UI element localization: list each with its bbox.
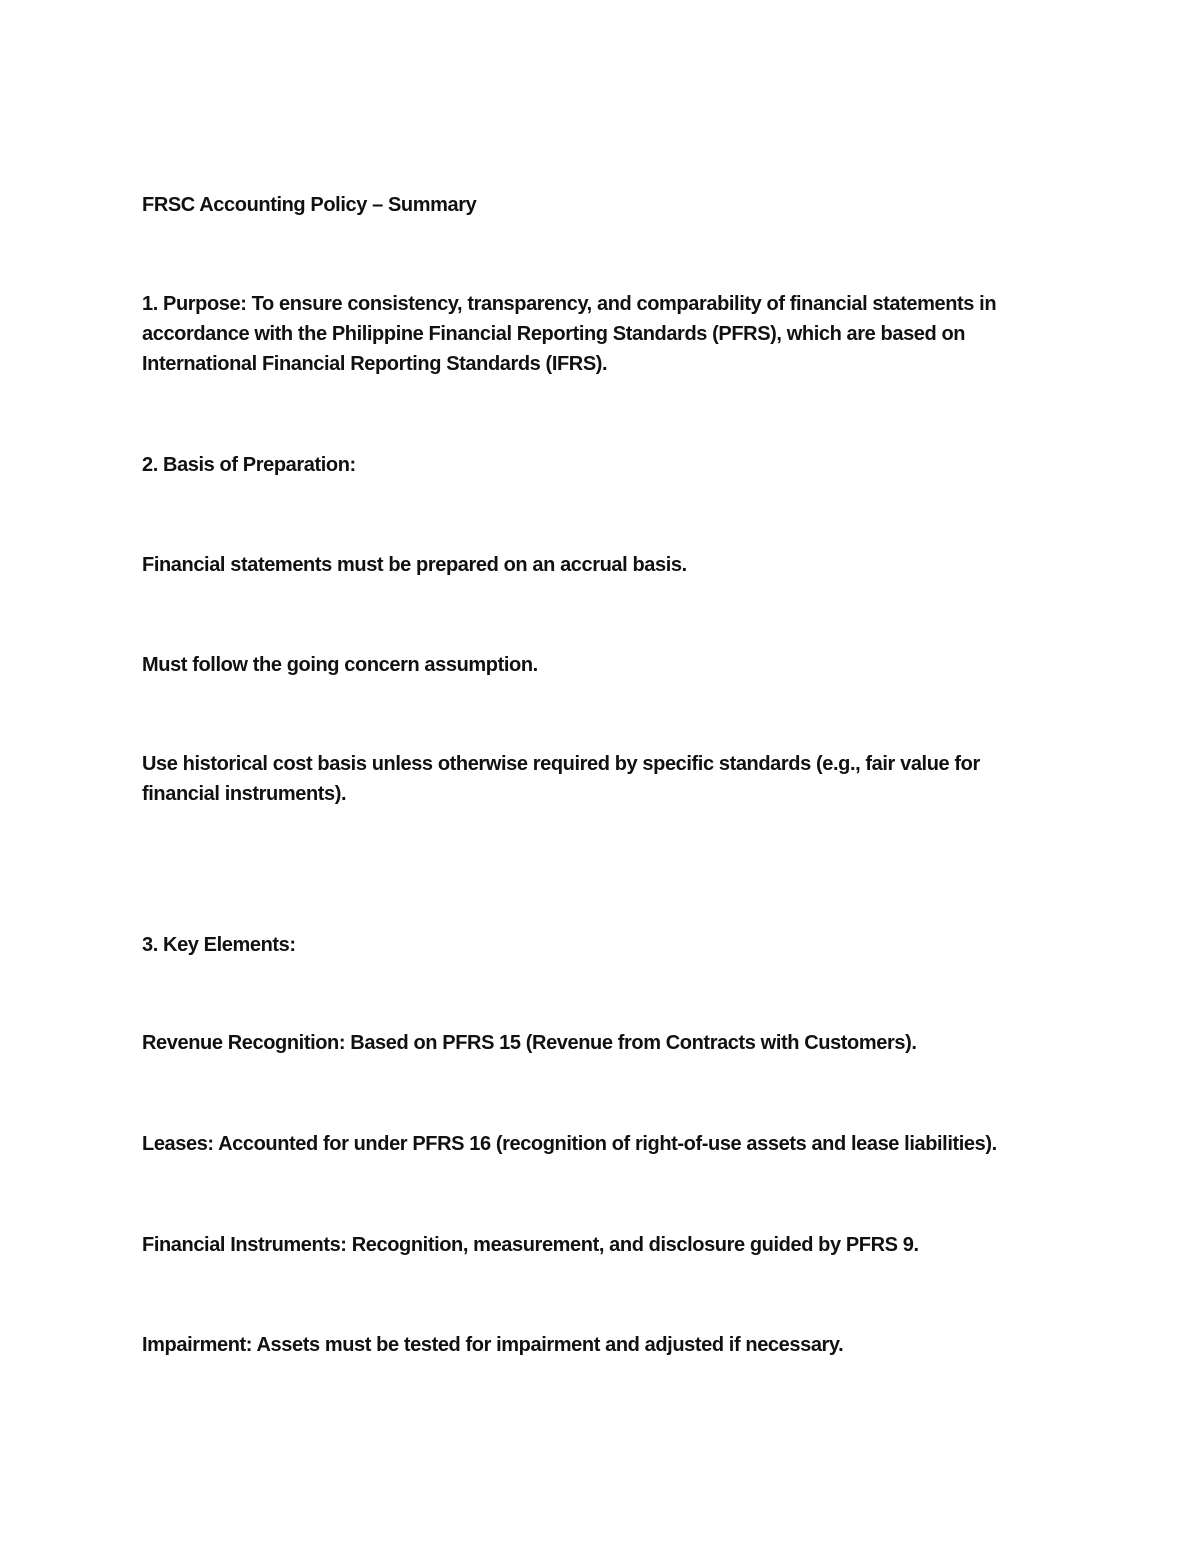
basis-of-preparation-heading: 2. Basis of Preparation: [142, 454, 356, 476]
key-elements-heading: 3. Key Elements: [142, 934, 296, 956]
key-element-revenue: Revenue Recognition: Based on PFRS 15 (Revenue from Contracts with Customers). [142, 1032, 917, 1054]
basis-item-accrual: Financial statements must be prepared on an accrual basis. [142, 554, 687, 576]
document-title: FRSC Accounting Policy – Summary [142, 194, 477, 216]
key-element-impairment: Impairment: Assets must be tested for impairment and adjusted if necessary. [142, 1334, 844, 1356]
purpose-paragraph: 1. Purpose: To ensure consistency, transparency, and comparability of financial statements in accordance with the Philippine Financial Reporting Standards (PFRS), which are based on International Financial Reporting Standards (IFRS). [142, 293, 997, 375]
key-element-leases: Leases: Accounted for under PFRS 16 (recognition of right-of-use assets and lease liabilities). [142, 1133, 997, 1155]
key-element-financial-instruments: Financial Instruments: Recognition, measurement, and disclosure guided by PFRS 9. [142, 1234, 919, 1256]
basis-item-historical-cost: Use historical cost basis unless otherwise required by specific standards (e.g., fair value for financial instruments). [142, 753, 980, 805]
basis-item-going-concern: Must follow the going concern assumption. [142, 654, 538, 676]
